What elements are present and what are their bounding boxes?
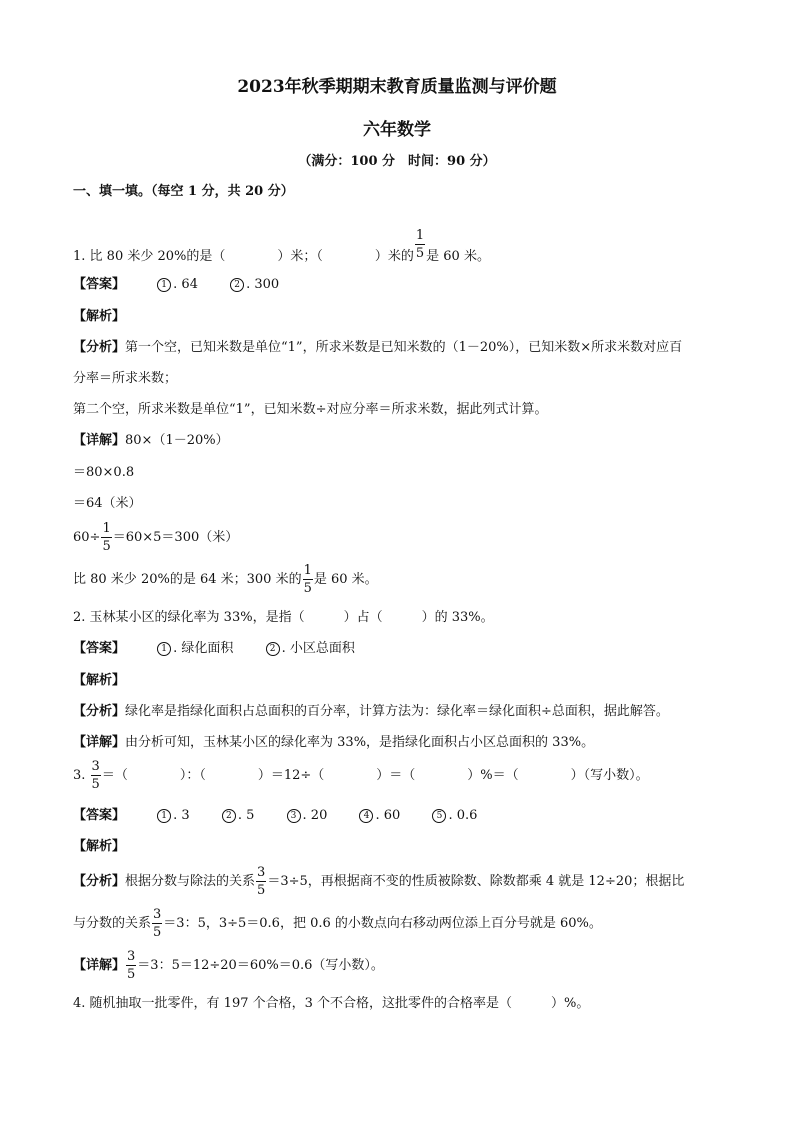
fenxi-label: 【分析】 (73, 874, 126, 889)
answer-row-3 (73, 807, 734, 825)
detail-line: ＝80×0.8 (73, 465, 135, 480)
numerator: 1 (303, 563, 312, 578)
numerator: 1 (102, 521, 111, 536)
fenxi-text: 根据分数与除法的关系 (125, 874, 256, 889)
circle-number: 2 (230, 278, 244, 292)
numerator: 3 (257, 865, 266, 880)
circle-number: 2 (266, 642, 280, 656)
numerator: 3 (127, 949, 136, 964)
xiangjie-label: 【详解】 (73, 433, 126, 448)
detail-text: 由分析可知，玉林某小区的绿化率为 33%，是指绿化面积占小区总面积的 33%。 (125, 735, 595, 750)
fraction (101, 522, 111, 553)
circle-number: 1 (157, 642, 171, 656)
subject-title: 六年数学 (363, 120, 431, 140)
circle-number: 3 (287, 809, 301, 823)
answer-row-2 (73, 640, 734, 658)
denominator: 5 (91, 777, 100, 792)
fenxi-line (73, 866, 734, 897)
fenxi-text: 绿化率是指绿化面积占总面积的百分率，计算方法为：绿化率＝绿化面积÷总面积，据此解答。 (125, 704, 669, 719)
exam-info: （满分：100 分 时间：90 分） (298, 154, 496, 169)
detail-text: ＝3：5＝12÷20＝60%＝0.6（写小数）。 (137, 958, 384, 973)
detail-text: 80×（1－20%） (125, 433, 229, 448)
fraction (415, 229, 425, 260)
answer-label: 【答案】 (73, 808, 126, 823)
detail-line: ＝64（米） (73, 496, 142, 511)
question-2: 2. 玉林某小区的绿化率为 33%，是指（ ）占（ ）的 33%。 (73, 610, 494, 625)
analysis-label: 【解析】 (73, 673, 126, 688)
fenxi-text: 与分数的关系 (73, 916, 152, 931)
answer-value: . 绿化面积 (173, 641, 234, 656)
fraction (91, 760, 101, 791)
fenxi-line: 第二个空，所求米数是单位“1”，已知米数÷对应分率＝所求米数，据此列式计算。 (73, 402, 548, 417)
fenxi-line (73, 339, 734, 357)
page-title: 2023年秋季期期末教育质量监测与评价题 (237, 77, 557, 97)
circle-number: 1 (157, 809, 171, 823)
fraction (152, 908, 162, 939)
answer-value: . 3 (173, 808, 190, 823)
detail-line (73, 734, 734, 752)
question-text: 是 60 米。 (426, 249, 490, 264)
section-heading: 一、填一填。（每空 1 分，共 20 分） (73, 184, 294, 199)
answer-value: . 300 (246, 277, 280, 292)
answer-value: . 60 (375, 808, 401, 823)
xiangjie-label: 【详解】 (73, 735, 126, 750)
answer-label: 【答案】 (73, 277, 126, 292)
numerator: 3 (153, 907, 162, 922)
fenxi-label: 【分析】 (73, 704, 126, 719)
numerator: 3 (91, 759, 100, 774)
answer-row-1 (73, 276, 734, 294)
denominator: 5 (257, 883, 266, 898)
fenxi-text: ＝3÷5，再根据商不变的性质被除数、除数都乘 4 就是 12÷20；根据比 (267, 874, 685, 889)
detail-line (73, 564, 734, 595)
numerator: 1 (415, 228, 425, 243)
denominator: 5 (127, 967, 136, 982)
denominator: 5 (303, 581, 312, 596)
fenxi-line (73, 908, 734, 939)
circle-number: 4 (359, 809, 373, 823)
denominator: 5 (102, 539, 111, 554)
xiangjie-label: 【详解】 (73, 958, 126, 973)
circle-number: 5 (432, 809, 446, 823)
analysis-label: 【解析】 (73, 309, 126, 324)
detail-line (73, 522, 734, 553)
circle-number: 1 (157, 278, 171, 292)
question-number: 3. (73, 768, 86, 783)
fenxi-line: 分率＝所求米数； (73, 371, 178, 386)
detail-line (73, 950, 734, 981)
answer-value: . 0.6 (448, 808, 478, 823)
question-4: 4. 随机抽取一批零件，有 197 个合格，3 个不合格，这批零件的合格率是（ ）%。 (73, 996, 590, 1011)
question-text: 1. 比 80 米少 20%的是（ ）米；（ ）米的 (73, 249, 414, 264)
detail-line (73, 432, 734, 450)
question-text: ＝（ ）：（ ）＝12÷（ ）＝（ ）%＝（ ）（写小数）。 (101, 768, 649, 783)
fenxi-line (73, 703, 734, 721)
question-1 (73, 228, 734, 272)
fraction (256, 866, 266, 897)
answer-value: . 5 (237, 808, 255, 823)
question-3 (73, 760, 734, 791)
fenxi-label: 【分析】 (73, 340, 126, 355)
circle-number: 2 (222, 809, 236, 823)
answer-label: 【答案】 (73, 641, 126, 656)
answer-value: . 20 (302, 808, 328, 823)
answer-value: . 64 (173, 277, 198, 292)
fenxi-text: 第一个空，已知米数是单位“1”，所求米数是已知米数的（1－20%），已知米数×所求米数对应百 (125, 340, 683, 355)
answer-value: . 小区总面积 (281, 641, 355, 656)
denominator: 5 (153, 925, 162, 940)
detail-text: ＝60×5＝300（米） (112, 530, 239, 545)
fraction (303, 564, 313, 595)
denominator: 5 (415, 246, 425, 261)
fenxi-text: ＝3：5，3÷5＝0.6，把 0.6 的小数点向右移动两位添上百分号就是 60%。 (163, 916, 602, 931)
analysis-label: 【解析】 (73, 839, 126, 854)
detail-text: 60÷ (73, 530, 101, 545)
detail-text: 比 80 米少 20%的是 64 米；300 米的 (73, 572, 302, 587)
detail-text: 是 60 米。 (313, 572, 378, 587)
fraction (126, 950, 136, 981)
